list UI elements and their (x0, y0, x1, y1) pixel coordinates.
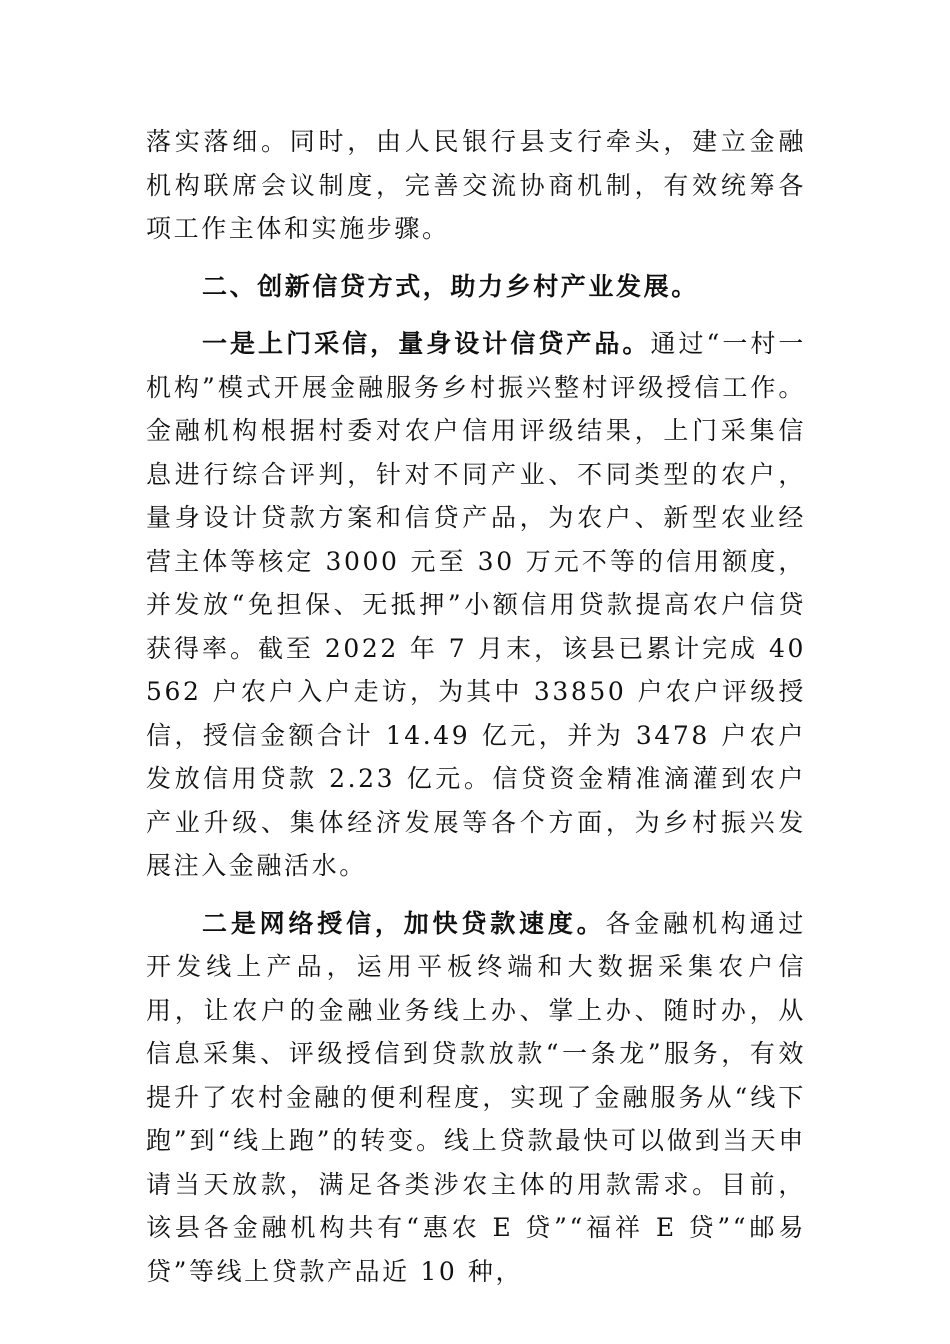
paragraph-online-credit (146, 902, 806, 1294)
paragraph-text: 通过“一村一机构”模式开展金融服务乡村振兴整村评级授信工作。金融机构根据村委对农户信用评级结果，上门采集信息进行综合评判，针对不同产业、不同类型的农户，量身设计贷款方案和信贷产品，为农户、新型农业经营主体等核定 3000 元至 30 万元不等的信用额度，并发放“免担保、无抵押”小额信用贷款提高农户信贷获得率。截至 2022 年 7 月末，该县已累计完成 40562 户农户入户走访，为其中 33850 户农户评级授信，授信金额合计 14.49 亿元，并为 3478 户农户发放信用贷款 2.23 亿元。信贷资金精准滴灌到农户产业升级、集体经济发展等各个方面，为乡村振兴发展注入金融活水。 (146, 329, 806, 880)
section-heading-text: 二、创新信贷方式，助力乡村产业发展。 (202, 271, 699, 301)
section-heading (146, 265, 806, 309)
document-body (146, 120, 806, 1293)
paragraph-lead: 一是上门采信，量身设计信贷产品。 (202, 329, 651, 358)
paragraph-text: 各金融机构通过开发线上产品，运用平板终端和大数据采集农户信用，让农户的金融业务线上办、掌上办、随时办，从信息采集、评级授信到贷款放款“一条龙”服务，有效提升了农村金融的便利程度，实现了金融服务从“线下跑”到“线上跑”的转变。线上贷款最快可以做到当天申请当天放款，满足各类涉农主体的用款需求。目前，该县各金融机构共有“惠农 E 贷”“福祥 E 贷”“邮易贷”等线上贷款产品近 10 种， (146, 908, 807, 1286)
paragraph-text: 落实落细。同时，由人民银行县支行牵头，建立金融机构联席会议制度，完善交流协商机制，有效统筹各项工作主体和实施步骤。 (146, 127, 806, 243)
paragraph-lead: 二是网络授信，加快贷款速度。 (202, 908, 606, 938)
paragraph-credit-collection (146, 322, 806, 888)
paragraph-continuation (146, 120, 806, 251)
